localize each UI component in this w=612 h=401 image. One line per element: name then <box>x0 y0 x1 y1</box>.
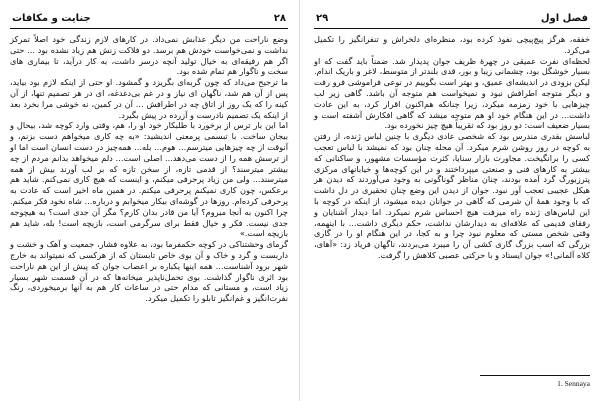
paragraph: لباسش بقدری مندرس بود که شخصی عادی دیگری با چنین لباس ژنده، از رفتن به کوچه در روز روشن شرم میکرد. آن محله چنان بود که نمیشد با لباس تعجب کسی را برانگیخت. مجاورت بازار سنایا، کثرت مؤسسات مشهور، و ساکنانی که بیشتر به کارهای فنی و صنعتی میپرداختند و در این کوچه‌ها و خیابانهای مرکزی پترزبورگ گرد آمده بودند، چنان مناظر گوناگونی به وجود می‌آوردند که دیدن هر هیکل عجیبی تعجب آور نبود. جوان از دیدن این وضع چنان تحقیری در دل داشت که با وجود همهٔ آن شرمی که گاهی در جوانان دیده میشود، از اینکه در کوچه با این لباس‌های ژنده راه میرفت هیچ احساس شرم نمیکرد. اما دیدار آشنایان و رفقای قدیمی که علاقه‌ای به دیدارشان نداشت، حکم دیگری داشت... با اینهمه، وقتی شخص مستی که معلوم نبود چرا و به کجا، در این هنگام او را در گاری بزرگی که اسب بزرگ گاری کشی آن را میبرد می‌بردند، ناگهان فریاد زد: «آهای، کلاه آلمانی!» جوان ایستاد و با حرکتی عصبی کلاهش را گرفت. <box>314 131 590 260</box>
footnote-divider <box>480 375 590 376</box>
right-page-number: ۲۹ <box>316 13 329 24</box>
paragraph: گرمای وحشتناکی در کوچه حکمفرما بود، به علاوه فشار، جمعیت و آهک و خشت و داربست و گرد و خاک و آن بوی خاص تابستان که از هرکسی که نمیتواند به خارج شهر برود آشناست... همه اینها یکباره بر اعصاب جوان که پیش از این هم ناراحت بود اثری ناگوار گذاشت. بوی تحمل‌ناپذیر میخانه‌ها که در آن قسمت شهر بسیار زیاد است، و مستانی که مدام حتی در ساعات کار هم به آنها برمیخوردی، رنگ نفرت‌انگیز و غم‌انگیز تابلو را تکمیل میکرد. <box>10 239 288 304</box>
paragraph: ما ترجیح می‌داد که چون گربه‌ای بگریزد و گمشود. او حتی از اینکه لازم بود بیاید، پس از آن هم شد، ناگهان ای نیاز و در غم بی‌دغدغه، ای در هر تصمیم تنها، از آن کینه را که یک روز از اتاق چه در اطرافش ... آن در کمین، نه خوشی مرا بخرد بعد از اینکه یک تصمیم نادرست و آزرده در پیش بگیرد. <box>10 77 288 120</box>
left-page-header <box>10 12 288 29</box>
paragraph: اما این بار ترس از برخورد با طلبکار خود او را، هم، وقتی وارد کوچه شد، بیحال و بیجان ساخت. با تبسمی پرمعنی اندیشید: «به چه کاری میخواهم دست بزنم، و آنوقت از چه چیزهایی میترسم... هوم... بله... همه‌چیز در دست انسان است اما او از ترسش همه را از دست می‌دهد... اصلی است... دلم میخواهد بدانم مردم از چه بیشتر میترسند؟ از قدمی تازه، از سخن تازه که بر لب آورند بیش از همه میترسند... ولی من زیاد پرحرفی میکنم، و اینست که هیچ کاری نمی‌کنم. شاید هم برعکس، چون کاری نمیکنم پرحرفی میکنم. در همین ماه اخیر است که عادت به پرحرفی کرده‌ام. روزها در گوشه‌ای بیکار میخوابم و درباره... شاه نخود فکر میکنم. چرا اکنون به آنجا میروم؟ آیا من قادر بدان کارم؟ مگر آن جدی است؟ به هیچوجه جدی نیست. فکر و خیال فقط برای سرگرمی است، بازیچه است! بله، شاید هم بازیچه است.» <box>10 120 288 239</box>
left-page-body <box>10 34 288 304</box>
left-page-number: ۲۸ <box>273 13 286 24</box>
footnote: 1. Sennaya <box>557 379 590 388</box>
right-page <box>314 12 590 390</box>
paragraph: لحظه‌ای نفرت عمیقی در چهرهٔ ظریف جوان پدیدار شد. ضمناً باید گفت که او بسیار خوشگل بود، چشمانی زیبا و بور، قدی بلندتر از متوسط، لاغر و باریک اندام. لیکن بزودی در اندیشه‌ای عمیق، و بهتر است بگوییم در نوعی فراموشی فرو رفت و دیگر متوجه اطرافش نبود و نمیخواست هم متوجه آن باشد. گاهی زیر لب چیزهایی با خود زمزمه میکرد، زیرا چنانکه هم‌اکنون اقرار کرد، به این عادت داشت... در این هنگام خود او هم متوجه میشد که گاهی افکارش آشفته است و بسیار ضعیف است: دو روز بود که تقریباً هیچ چیز نخورده بود. <box>314 55 590 131</box>
right-page-header <box>314 12 590 29</box>
left-running-title: جنایت و مکافات <box>12 13 91 24</box>
right-running-title: فصل اول <box>540 13 588 24</box>
right-page-body <box>314 34 590 261</box>
paragraph: وضع ناراحت من دیگر عذابش نمی‌داد. در کارهای لازم زندگی خود اصلاً تمرکز نداشت و نمی‌خواست خودش هم برسد. دو فلاکت زنش هم زیاد نشده بود ... حتی اگر هم رفیقه‌ای به خیال تولید آنچه درسر داشت، به کار درآید، تا بیماری های سخت و ناگوار هم تمام شده بود. <box>10 34 288 77</box>
left-page <box>10 12 288 390</box>
paragraph: خفقه، هرگز پیچ‌پیچی نفوذ کرده بود، منظره‌ای دلخراش و تنفرانگیز را تکمیل می‌کرد. <box>314 34 590 55</box>
page-gutter <box>299 0 300 401</box>
